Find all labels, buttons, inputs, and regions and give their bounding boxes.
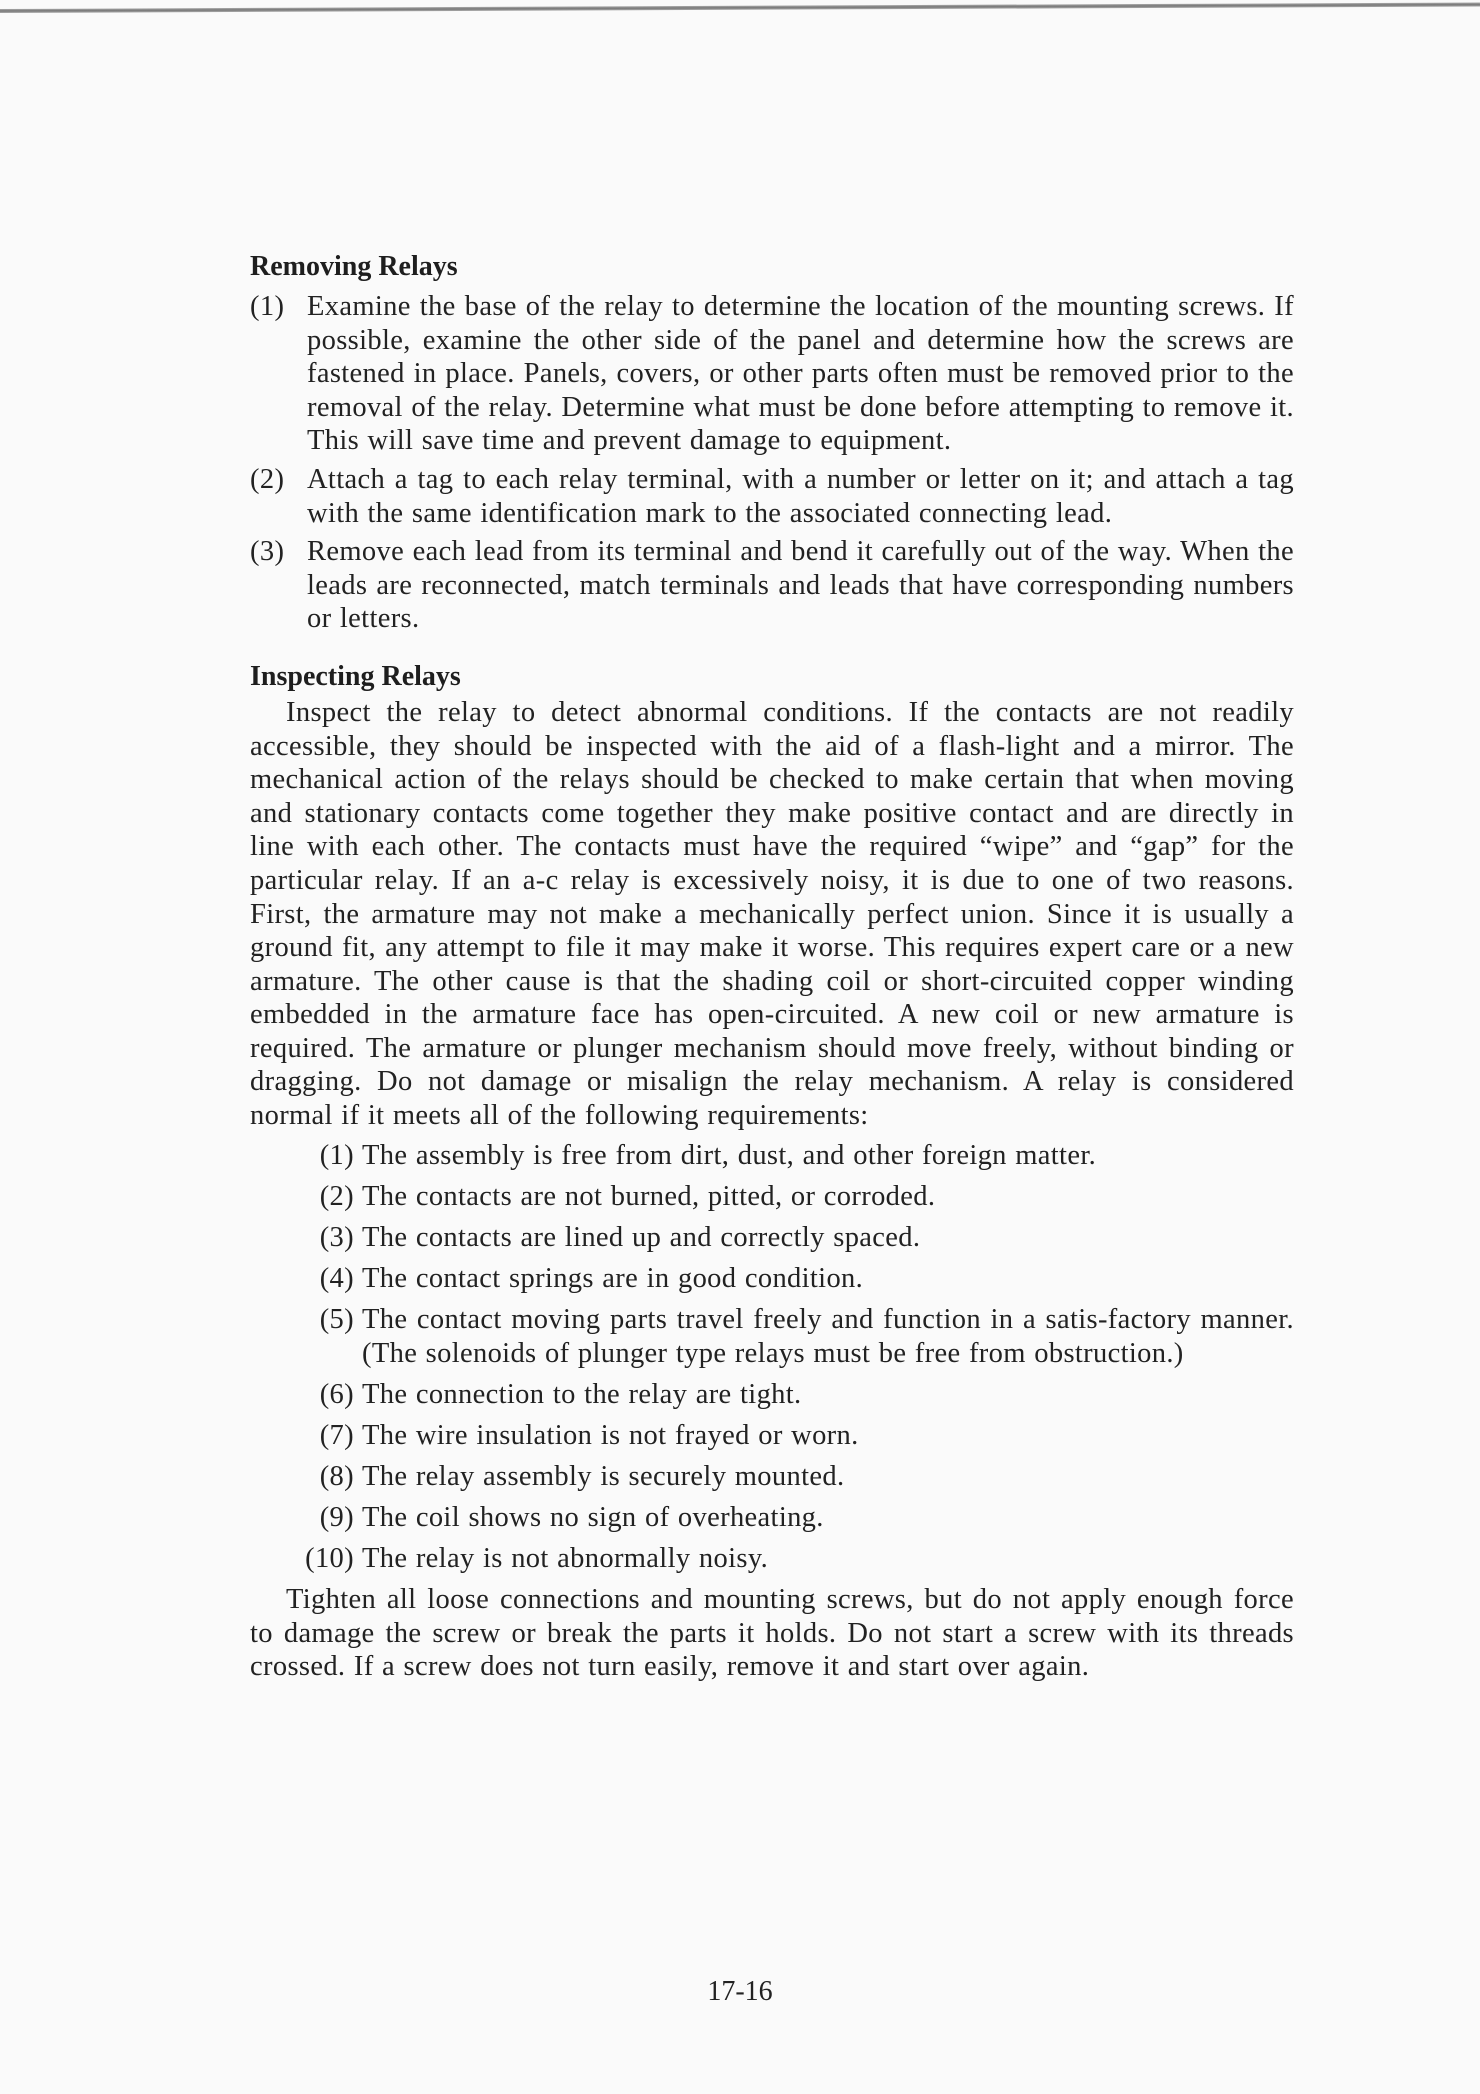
requirement-number: (7): [319, 1419, 354, 1451]
list-item: [250, 1419, 1294, 1453]
requirements-list: [250, 1139, 1294, 1576]
list-item: [250, 1378, 1294, 1412]
requirement-number: (3): [319, 1221, 354, 1253]
step-text: Examine the base of the relay to determine the location of the mounting screws. If possible, examine the other side of the panel and determine how the screws are fastened in place. Panels, covers, or other parts often must be removed prior to the removal of the relay. Determine what must be done before attempting to remove it. This will save time and prevent damage to equipment.: [307, 291, 1294, 457]
page-number: 17-16: [707, 1976, 773, 2007]
requirement-text: The relay is not abnormally noisy.: [362, 1543, 769, 1575]
list-item: [250, 1303, 1294, 1370]
requirement-number: (2): [319, 1180, 354, 1212]
list-item: [250, 290, 1294, 458]
requirement-number: (1): [319, 1139, 354, 1171]
requirement-number: (10): [305, 1543, 354, 1575]
requirement-text: The assembly is free from dirt, dust, and other foreign matter.: [362, 1139, 1097, 1171]
step-text: Attach a tag to each relay terminal, with a number or letter on it; and attach a tag with the same identification mark to the associated connecting lead.: [307, 463, 1294, 529]
body-paragraph: Inspect the relay to detect abnormal conditions. If the contacts are not readily accessible, they should be inspected with the aid of a flash-light and a mirror. The mechanical action of the relays should be checked to make certain that when moving and stationary contacts come together they make positive contact and are directly in line with each other. The contacts must have the required “wipe” and “gap” for the particular relay. If an a-c relay is excessively noisy, it is due to one of two reasons. First, the armature may not make a mechanically perfect union. Since it is usually a ground fit, any attempt to file it may make it worse. This requires expert care or a new armature. The other cause is that the shading coil or short-circuited copper winding embedded in the armature face has open-circuited. A new coil or new armature is required. The armature or plunger mechanism should move freely, without binding or dragging. Do not damage or misalign the relay mechanism. A relay is considered normal if it meets all of the following requirements:: [250, 696, 1294, 1132]
requirement-text: The contacts are not burned, pitted, or corroded.: [362, 1180, 936, 1212]
section-heading: Inspecting Relays: [250, 660, 461, 692]
list-item: [250, 1139, 1294, 1173]
step-number: (2): [250, 463, 285, 495]
requirement-text: The coil shows no sign of overheating.: [362, 1502, 824, 1533]
step-number: (1): [250, 291, 285, 322]
requirement-number: (6): [319, 1378, 354, 1410]
scanner-edge-line: [0, 3, 1480, 13]
list-item: [250, 535, 1294, 636]
requirement-text: The contact moving parts travel freely and function in a satis-factory manner. (The solenoids of plunger type relays must be free from obstruction.): [362, 1304, 1294, 1369]
list-item: [250, 463, 1294, 530]
section-heading: Removing Relays: [250, 251, 458, 282]
requirement-number: (9): [319, 1502, 354, 1533]
list-item: [250, 1460, 1294, 1494]
list-item: [250, 1180, 1294, 1214]
list-item: [250, 1221, 1294, 1255]
requirement-text: The contacts are lined up and correctly spaced.: [362, 1221, 921, 1253]
document-page: [250, 250, 1294, 1684]
requirement-text: The relay assembly is securely mounted.: [362, 1460, 845, 1492]
requirement-number: (4): [319, 1262, 354, 1294]
step-number: (3): [250, 536, 285, 568]
closing-paragraph: Tighten all loose connections and mounting screws, but do not apply enough force to damage the screw or break the parts it holds. Do not start a screw with its threads crossed. If a screw does not turn easily, remove it and start over again.: [250, 1584, 1294, 1683]
section-removing-relays: [250, 250, 1294, 636]
step-text: Remove each lead from its terminal and bend it carefully out of the way. When the leads are reconnected, match terminals and leads that have corresponding numbers or letters.: [307, 536, 1294, 635]
list-item: [250, 1501, 1294, 1535]
list-item: [250, 1542, 1294, 1576]
removal-steps-list: [250, 290, 1294, 636]
requirement-number: (8): [319, 1460, 354, 1492]
requirement-text: The contact springs are in good condition.: [362, 1262, 864, 1294]
requirement-text: The connection to the relay are tight.: [362, 1378, 802, 1410]
requirement-number: (5): [319, 1304, 354, 1336]
requirement-text: The wire insulation is not frayed or worn.: [362, 1419, 859, 1451]
list-item: [250, 1262, 1294, 1296]
section-inspecting-relays: [250, 660, 1294, 1684]
